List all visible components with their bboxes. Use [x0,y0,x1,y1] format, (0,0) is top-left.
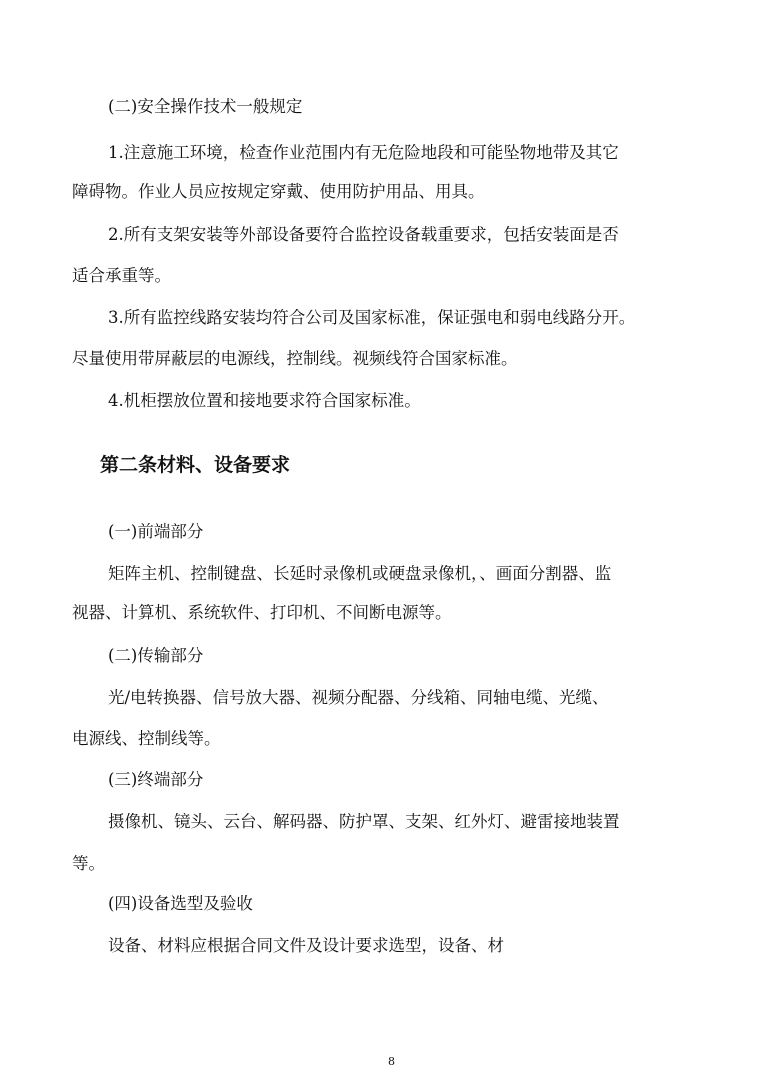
subsection-title-transmission: (二)传输部分 [108,646,204,665]
paragraph-line: 视器、计算机、系统软件、打印机、不间断电源等。 [72,603,452,622]
paragraph-line: 4.机柜摆放位置和接地要求符合国家标准。 [108,391,421,410]
article-heading: 第二条材料、设备要求 [100,454,291,476]
paragraph-line: 尽量使用带屏蔽层的电源线，控制线。视频线符合国家标准。 [72,349,518,368]
subsection-title-front: (一)前端部分 [108,522,204,541]
paragraph-line: 3.所有监控线路安装均符合公司及国家标准，保证强电和弱电线路分开。 [108,308,636,327]
paragraph-line: 矩阵主机、控制键盘、长延时录像机或硬盘录像机，、画面分割器、监 [108,564,612,583]
paragraph-line: 等。 [72,854,105,873]
paragraph-line: 设备、材料应根据合同文件及设计要求选型，设备、材 [108,936,504,955]
paragraph-line: 1.注意施工环境，检查作业范围内有无危险地段和可能坠物地带及其它 [108,143,619,162]
paragraph-line: 光/电转换器、信号放大器、视频分配器、分线箱、同轴电缆、光缆、 [108,688,609,707]
subsection-title-safety: (二)安全操作技术一般规定 [108,97,303,116]
paragraph-line: 障碍物。作业人员应按规定穿戴、使用防护用品、用具。 [72,182,485,201]
paragraph-line: 2.所有支架安装等外部设备要符合监控设备载重要求，包括安装面是否 [108,225,619,244]
paragraph-line: 适合承重等。 [72,266,171,285]
page-number: 8 [388,1055,395,1068]
paragraph-line: 摄像机、镜头、云台、解码器、防护罩、支架、红外灯、避雷接地装置 [108,812,620,831]
subsection-title-selection: (四)设备选型及验收 [108,894,253,913]
paragraph-line: 电源线、控制线等。 [72,729,221,748]
subsection-title-terminal: (三)终端部分 [108,770,204,789]
